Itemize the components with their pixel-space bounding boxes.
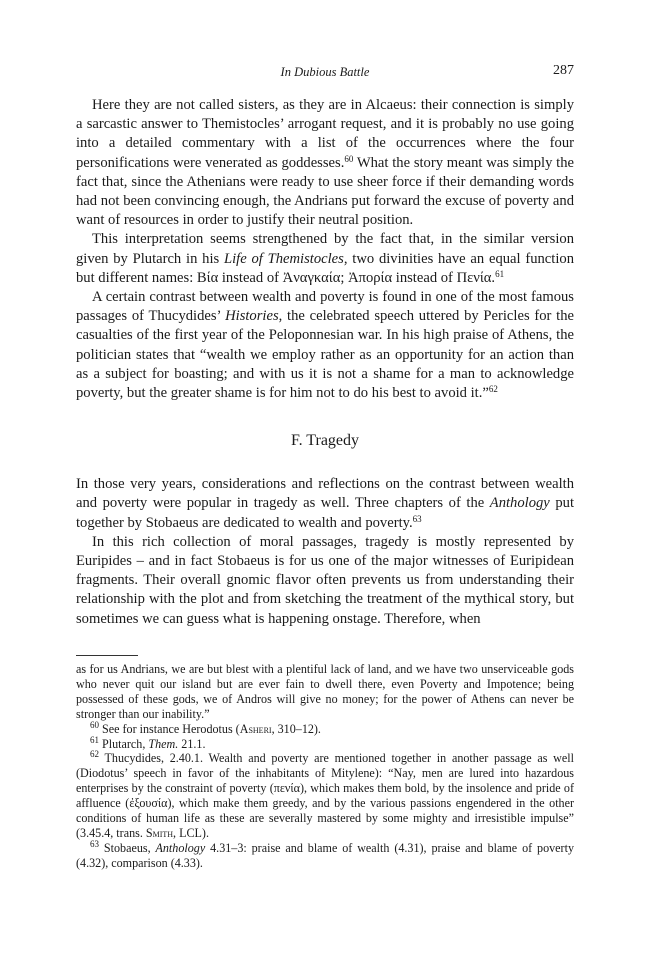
author-name: Smith — [145, 825, 174, 840]
work-title: Anthology — [489, 495, 550, 512]
paragraph: Here they are not called sisters, as they are in Alcaeus: their connection is simply a sarcastic answer to Themistocles’ arrogant request, and it is probably no use going into a detailed commentary with a list of the occurrences where the four personifications were venerated as goddesses.$^{60}$ What the story meant was simply the fact that, since the Athenians were ready to use sheer force if their demanding words had not been convincing enough, the Andrians put forward the excuse of poverty and want of resources in order to justify their neutral position. — [76, 97, 574, 229]
footnote-rule — [76, 655, 138, 656]
greek-term: Ἀναγκαία — [282, 269, 341, 286]
paragraph: In those very years, considerations and reflections on the contrast between wealth and poverty were popular in tragedy as well. Three chapters of the Anthology put together by Stobaeus are dedicated to wealth and poverty.$^{63}$ — [76, 476, 574, 531]
footnote-number: 62 — [90, 749, 99, 760]
greek-term: Ἀπορία — [348, 269, 393, 286]
paragraph: This interpretation seems strengthened by the fact that, in the similar version given by Plutarch in his Life of Themistocles, two divinities have an equal function but different names: Βία instead of Ἀναγκαία; Ἀπορία instead of Πενία.$^{61}$ — [76, 231, 574, 286]
footnote-61: $^{61}$ Plutarch, Them. 21.1. — [90, 734, 206, 751]
footnote-60: $^{60}$ See for instance Herodotus (Asheri, 310–12). — [90, 719, 321, 736]
footnote-ref[interactable]: 62 — [488, 384, 498, 395]
footnote-ref[interactable]: 60 — [344, 153, 354, 164]
work-title: Them. — [148, 736, 179, 751]
work-title: Histories — [225, 308, 279, 325]
work-title: Anthology — [155, 840, 206, 855]
footnote-ref[interactable]: 61 — [495, 268, 505, 279]
footnote-continuation: as for us Andrians, we are but blest with a plentiful lack of land, and we have two unserviceable gods who never quit our island but are ever fain to dwell there, even Poverty and Impotence; being possessed of these gods, we of Andros will give no money; for the power of Athens can never be stronger than our inability.” — [76, 662, 574, 721]
greek-term: Βία — [196, 269, 219, 286]
footnote-number: 63 — [90, 838, 99, 849]
greek-term: ἐξουσία — [129, 796, 168, 811]
footnotes — [76, 662, 574, 871]
work-title: Life of Themistocles — [223, 250, 344, 267]
footnote-number: 61 — [90, 734, 99, 745]
greek-term: Πενία — [456, 269, 492, 286]
footnote-ref[interactable]: 63 — [412, 513, 422, 524]
footnote-63: $^{63}$ Stobaeus, Anthology 4.31–3: praise and blame of wealth (4.31), praise and blame of poverty (4.32), comparison (4.33). — [76, 838, 574, 870]
paragraph: In this rich collection of moral passages, tragedy is mostly represented by Euripides – and in fact Stobaeus is for us one of the major witnesses of Euripidean fragments. Their overall gnomic flavor often prevents us from understanding their relationship with the plot and from sketching the treatment of the mythical story, but sometimes we can guess what is happening onstage. Therefore, when — [76, 533, 574, 627]
footnote-62: $^{62}$ Thucydides, 2.40.1. Wealth and poverty are mentioned together in another passage as well (Diodotus’ speech in favor of the inhabitants of Mitylene): “Nay, men are lured into hazardous enterprises by the constraint of poverty (πενία), which makes them bold, by the insolence and pride of affluence (ἐξουσία), which make them greedy, and by the various passions engendered in the other conditions of human life as these are severally mastered by some mighty and irresistible impulse” (3.45.4, trans. Smith, LCL). — [76, 749, 575, 840]
page-number: 287 — [553, 63, 574, 78]
footnote-number: 60 — [90, 719, 99, 730]
greek-term: πενία — [273, 781, 300, 796]
running-head — [76, 62, 574, 82]
paragraph: A certain contrast between wealth and poverty is found in one of the most famous passages of Thucydides’ Histories, the celebrated speech uttered by Pericles for the casualties of the first year of the Peloponnesian war. In his high praise of Athens, the politician states that “wealth we employ rather as an opportunity for an action than as a subject for boasting; and with us it is not a shame for a man to acknowledge poverty, but the greater shame is for him not to do his best to avoid it.”$^{62}$ — [76, 289, 574, 402]
body-text — [76, 96, 574, 629]
running-title: In Dubious Battle — [280, 65, 370, 79]
author-name: Asheri — [239, 721, 272, 736]
section-heading: F. Tragedy — [290, 432, 360, 450]
